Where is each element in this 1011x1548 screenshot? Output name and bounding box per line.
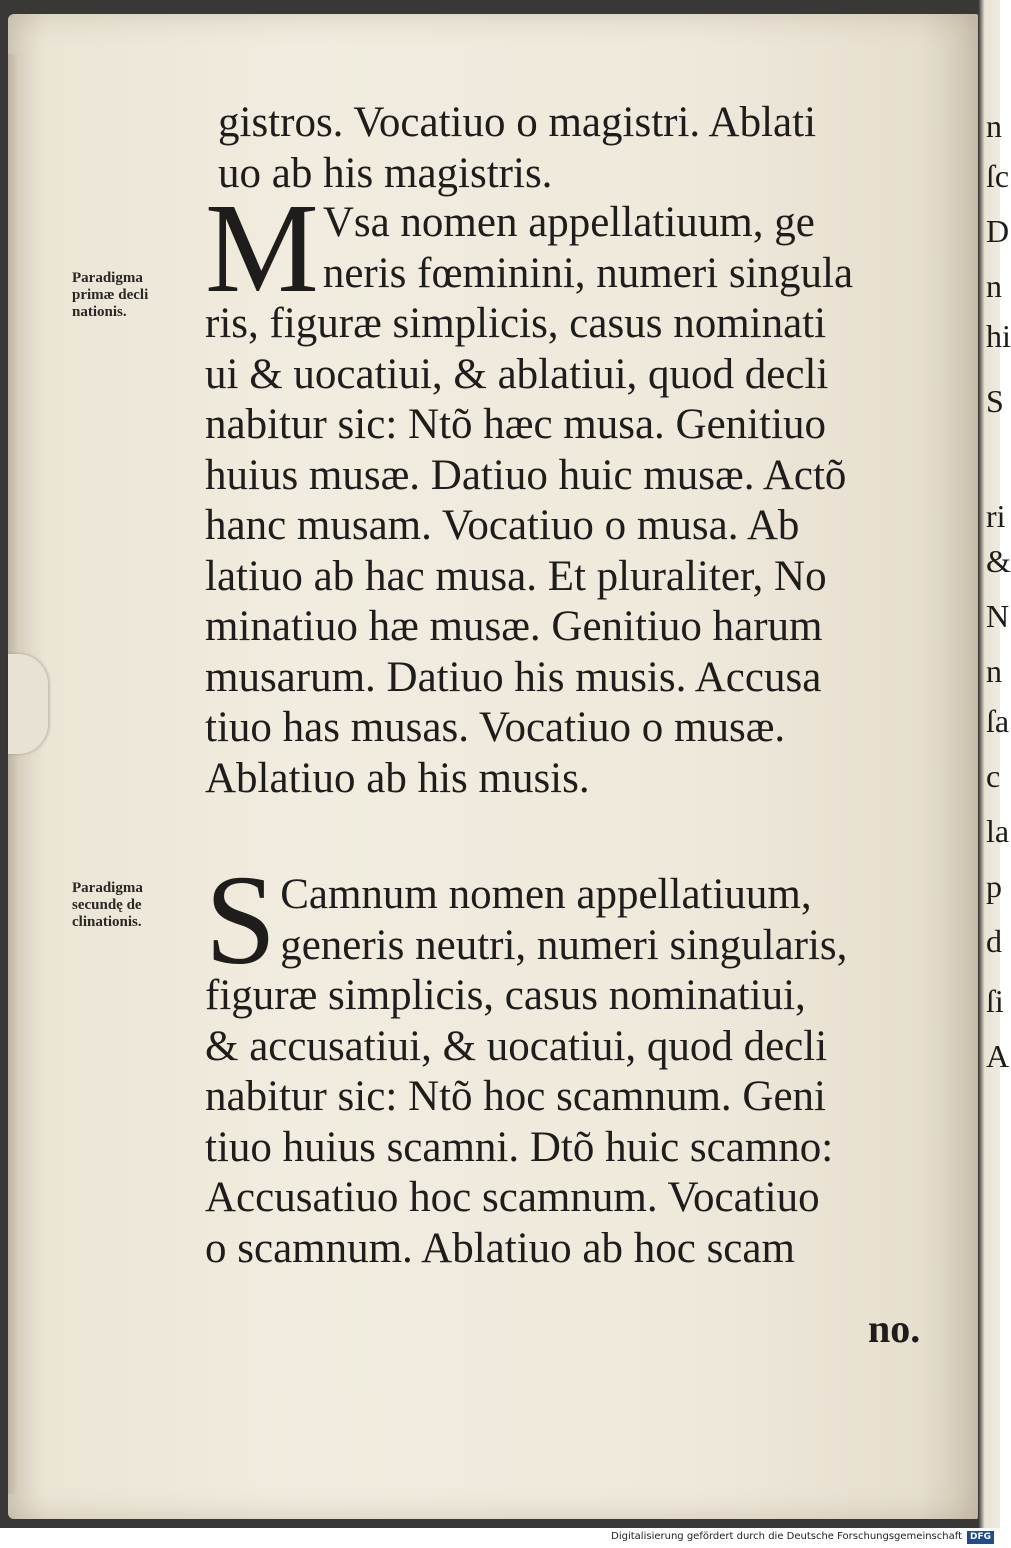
margin-note-first-declension [72,270,207,321]
text-line: Accusatiuo hoc scamnum. Vocatiuo [205,1174,820,1221]
margin-note-line: clinationis. [72,914,142,930]
text-line: musarum. Datiuo his musis. Accusa [205,653,822,701]
text-line: uo ab his magistris. [218,149,553,197]
text-line: o scamnum. Ablatiuo ab hoc scam [205,1224,795,1272]
facing-page-fragment: c [986,758,1001,794]
facing-page-fragment: ri [986,498,1006,534]
facing-page-fragment: p [986,868,1002,904]
text-line: Vsa nomen appellatiuum, ge [322,199,815,246]
continued-heading [218,98,958,199]
text-line: Camnum nomen appellatiuum, [280,871,812,918]
footer-bar [0,1528,1000,1548]
text-line: & accusatiui, & uocatiui, quod decli [205,1022,828,1070]
facing-page-fragment: ſc [986,158,1010,194]
paragraph-scamnum [205,849,955,1274]
text-line: minatiuo hæ musæ. Genitiuo harum [205,603,823,650]
facing-page-fragment: D [986,213,1010,249]
facing-page-fragment: ſi [986,983,1004,1019]
facing-page-fragment: A [986,1038,1010,1074]
facing-page-fragment: n [986,268,1002,304]
facing-page-fragment: S [986,383,1004,419]
margin-note-line: Paradigma [72,270,143,286]
facing-page-fragment: n [986,108,1002,144]
margin-note-second-declension [72,880,207,931]
text-line: ui & uocatiui, & ablatiui, quod decli [205,350,829,398]
drop-cap-initial: M [205,177,319,319]
margin-note-line: Paradigma [72,880,143,896]
facing-page-fragment: la [986,813,1010,849]
paragraph-musa [205,177,955,804]
text-line: gistros. Vocatiuo o magistri. Ablati [218,99,817,146]
page-gutter [8,54,26,1494]
dfg-logo-icon: DFG [967,1531,994,1544]
margin-note-line: secundę de [72,897,142,913]
text-line: hanc musam. Vocatiuo o musa. Ab [205,502,800,549]
facing-page-fragment: & [986,543,1011,579]
facing-page-fragment: N [986,598,1010,634]
funding-notice: Digitalisierung gefördert durch die Deutsche Forschungsgemeinschaft [611,1531,962,1542]
facing-page-fragment: n [986,653,1002,689]
facing-page-edge [978,0,1011,1528]
page-clip [8,654,48,754]
text-line: tiuo huius scamni. Dtõ huic scamno: [205,1123,834,1171]
text-line: neris fœminini, numeri singula [322,249,854,297]
text-line: generis neutri, numeri singularis, [280,921,848,969]
text-line: latiuo ab hac musa. Et pluraliter, No [205,552,827,600]
facing-page-fragment: d [986,923,1002,959]
text-line: Ablatiuo ab his musis. [205,754,590,802]
facing-page-fragment: hi [986,318,1011,354]
text-line: figuræ simplicis, casus nominatiui, [205,972,806,1019]
facing-page-fragment: ſa [986,703,1010,739]
text-line: huius musæ. Datiuo huic musæ. Actõ [205,451,847,499]
catchword: no. [868,1306,921,1351]
text-line: nabitur sic: Ntõ hoc scamnum. Geni [205,1073,826,1120]
margin-note-line: primæ decli [72,287,149,303]
drop-cap-initial: S [205,849,277,991]
text-line: nabitur sic: Ntõ hæc musa. Genitiuo [205,401,827,448]
text-line: ris, figuræ simplicis, casus nominati [205,300,827,347]
margin-note-line: nationis. [72,304,127,320]
text-line: tiuo has musas. Vocatiuo o musæ. [205,704,786,751]
